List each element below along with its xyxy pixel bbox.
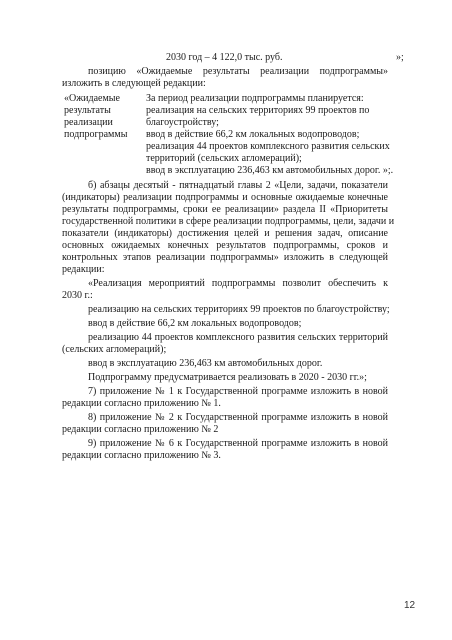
quote-opening-line: «Реализация мероприятий подпрограммы позволит обеспечить к [88, 278, 388, 289]
quote-closing: Подпрограмму предусматривается реализовать в 2020 - 2030 гг.»; [88, 372, 367, 383]
paragraph-b-line: (индикаторы) реализации подпрограммы и основные ожидаемые конечные [62, 192, 388, 203]
item-9-line: 9) приложение № 6 к Государственной программе изложить в новой [88, 438, 388, 449]
table-right-cell-line: реализация 44 проектов комплексного развития сельских [146, 141, 390, 152]
quote-item-2: ввод в действие 66,2 км локальных водопроводов; [88, 318, 302, 329]
table-left-cell-line: «Ожидаемые [64, 93, 120, 104]
quote-item-1: реализацию на сельских территориях 99 проектов по благоустройству; [88, 304, 390, 315]
quote-item-3-line: (сельских агломераций); [62, 344, 167, 355]
table-right-cell-line: ввод в эксплуатацию 236,463 км автомобильных дорог. »;. [146, 165, 394, 176]
item-8-line: редакции согласно приложению № 2 [62, 424, 219, 435]
item-7-line: 7) приложение № 1 к Государственной программе изложить в новой [88, 386, 388, 397]
quote-item-4: ввод в эксплуатацию 236,463 км автомобильных дорог. [88, 358, 323, 369]
table-right-cell-line: территорий (сельских агломераций); [146, 153, 302, 164]
paragraph-b-line: показатели (индикаторы) достижения целей и решения задач, описание [62, 228, 388, 239]
paragraph-b-line: б) абзацы десятый - пятнадцатый главы 2 «Цели, задачи, показатели [88, 180, 388, 191]
quote-opening-line: 2030 г.: [62, 290, 93, 301]
table-right-cell-line: благоустройству; [146, 117, 219, 128]
item-9-line: редакции согласно приложению № 3. [62, 450, 221, 461]
paragraph-b-line: контрольных этапов реализации подпрограммы» изложить в следующей [62, 252, 388, 263]
item-7-line: редакции согласно приложению № 1. [62, 398, 221, 409]
paragraph-b-line: основных ожидаемых конечных результатов подпрограммы, сроков и [62, 240, 388, 251]
table-left-cell-line: реализации [64, 117, 113, 128]
paragraph-b-line: результаты подпрограммы, сроки ее реализации» раздела II «Приоритеты [62, 204, 388, 215]
paragraph-b-line: государственной политики в сфере реализации подпрограммы, цели, задачи и [62, 216, 395, 227]
paragraph-b-line: редакции: [62, 264, 105, 275]
page-number: 12 [404, 600, 416, 611]
budget-line-close: »; [396, 52, 404, 63]
position-intro-line-1: позицию «Ожидаемые результаты реализации подпрограммы» [88, 66, 388, 77]
item-8-line: 8) приложение № 2 к Государственной программе изложить в новой [88, 412, 388, 423]
budget-line-text: 2030 год – 4 122,0 тыс. руб. [166, 52, 283, 63]
table-right-cell-line: реализация на сельских территориях 99 проектов по [146, 105, 370, 116]
table-left-cell-line: результаты [64, 105, 111, 116]
table-right-cell-line: За период реализации подпрограммы планируется: [146, 93, 364, 104]
position-intro-line-2: изложить в следующей редакции: [62, 78, 206, 89]
table-left-cell-line: подпрограммы [64, 129, 128, 140]
quote-item-3-line: реализацию 44 проектов комплексного развития сельских территорий [88, 332, 388, 343]
table-right-cell-line: ввод в действие 66,2 км локальных водопроводов; [146, 129, 360, 140]
